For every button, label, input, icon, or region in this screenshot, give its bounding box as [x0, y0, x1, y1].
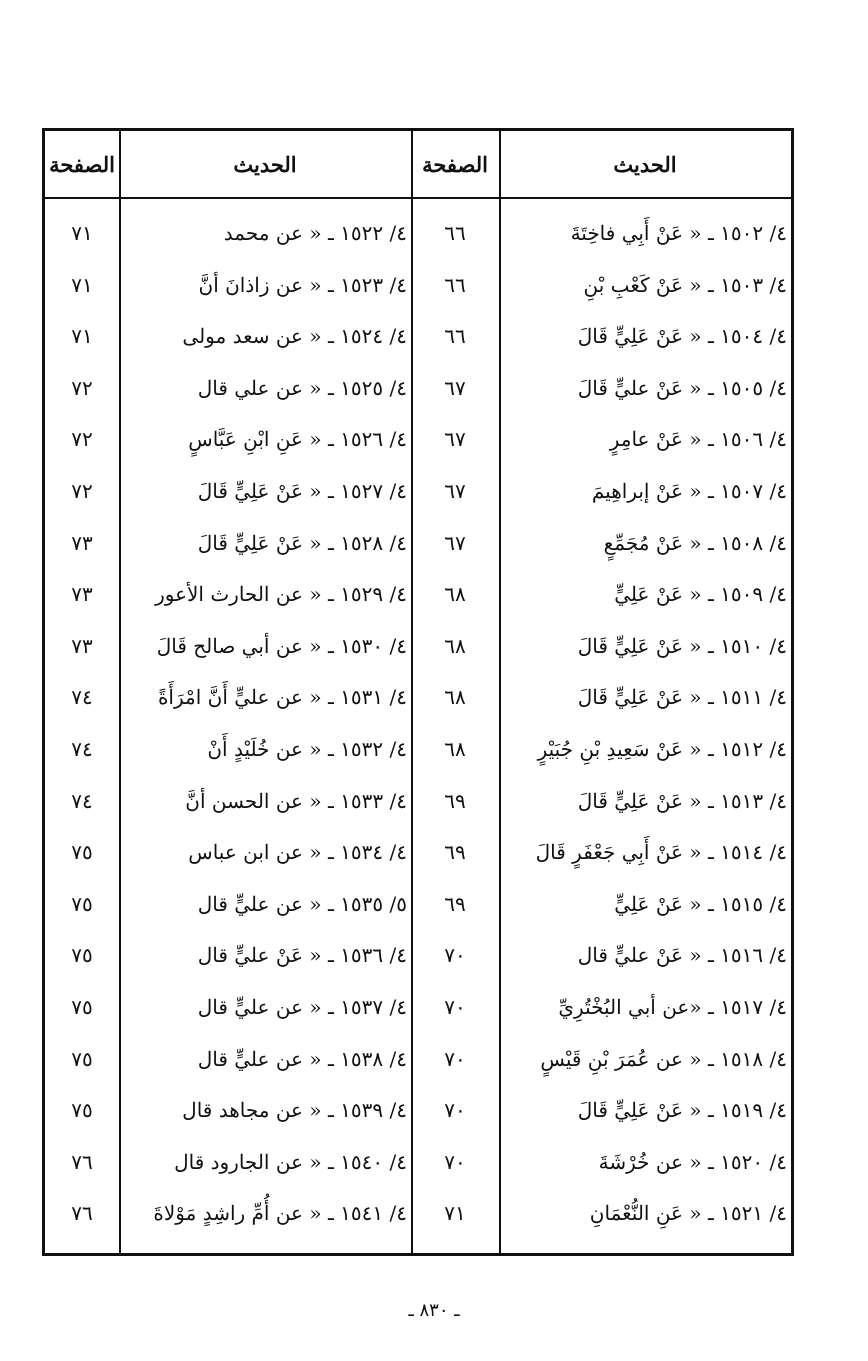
left-hadith-entry: ٤/ ١٥٢٩ ـ « عن الحارث الأعور: [155, 582, 407, 607]
right-hadith-entry: ٤/ ١٥١٤ ـ « عَنْ أَبِي جَعْفَرٍ قَالَ: [535, 840, 787, 865]
right-page-number: ٦٧: [444, 479, 466, 503]
header-right-hadith: الحديث: [613, 151, 677, 177]
left-hadith-entry: ٤/ ١٥٣٢ ـ « عن خُلَيْدٍ أَنْ: [207, 737, 407, 761]
left-hadith-entry: ٥/ ١٥٣٥ ـ « عن عليٍّ قال: [197, 891, 407, 916]
left-page-number: ٧١: [71, 324, 93, 349]
left-hadith-entry: ٤/ ١٥٣٧ ـ « عن عليٍّ قال: [197, 995, 407, 1019]
left-page-number: ٧٥: [71, 943, 93, 968]
right-hadith-entry: ٤/ ١٥١٧ ـ «عن أبي البُخْتُرِيِّ: [558, 995, 787, 1019]
right-page-number: ٦٩: [444, 840, 466, 865]
left-page-number: ٧١: [71, 221, 93, 245]
left-page-number: ٧٣: [71, 633, 93, 658]
right-page-number: ٦٨: [444, 582, 466, 607]
hadith-index-table: [42, 128, 794, 1256]
left-hadith-entry: ٤/ ١٥٤٠ ـ « عن الجارود قال: [174, 1149, 407, 1174]
left-hadith-entry: ٤/ ١٥٢٣ ـ « عن زاذانَ أنَّ: [198, 272, 407, 297]
right-page-number: ٦٨: [444, 685, 466, 710]
right-hadith-entry: ٤/ ١٥١٢ ـ « عَنْ سَعِيدِ بْنِ جُبَيْرٍ: [537, 737, 787, 761]
left-hadith-entry: ٤/ ١٥٣٤ ـ « عن ابن عباس: [188, 840, 407, 865]
right-hadith-entry: ٤/ ١٥٢١ ـ « عَنِ النُّعْمَانِ: [589, 1201, 787, 1226]
left-hadith-entry: ٤/ ١٥٢٨ ـ « عَنْ عَلِيٍّ قَالَ: [197, 530, 407, 555]
left-hadith-entry: ٤/ ١٥٣٩ ـ « عن مجاهد قال: [182, 1098, 407, 1123]
header-left-hadith: الحديث: [233, 151, 297, 177]
header-left-page: الصفحة: [49, 151, 115, 177]
right-page-number: ٦٧: [444, 530, 466, 555]
right-hadith-entry: ٤/ ١٥١٣ ـ « عَنْ عَلِيٍّ قَالَ: [577, 788, 787, 813]
right-hadith-entry: ٤/ ١٥١٥ ـ « عَنْ عَلِيٍّ: [614, 891, 787, 916]
right-page-number: ٦٩: [444, 891, 466, 916]
right-page-number: ٦٨: [444, 633, 466, 658]
left-page-number: ٧٦: [71, 1201, 93, 1226]
right-hadith-entry: ٤/ ١٥١٠ ـ « عَنْ عَلِيٍّ قَالَ: [577, 633, 787, 658]
left-hadith-entry: ٤/ ١٥٣٣ ـ « عن الحسن أنَّ: [185, 788, 407, 813]
left-hadith-entry: ٤/ ١٥٣٠ ـ « عن أبي صالح قَالَ: [156, 633, 407, 658]
right-hadith-entry: ٤/ ١٥٠٢ ـ « عَنْ أَبِي فاخِتَةَ: [570, 221, 787, 245]
left-hadith-entry: ٤/ ١٥٢٧ ـ « عَنْ عَلِيٍّ قَالَ: [197, 479, 407, 503]
right-hadith-entry: ٤/ ١٥٠٩ ـ « عَنْ عَلِيٍّ: [614, 582, 787, 607]
right-hadith-entry: ٤/ ١٥٠٨ ـ « عَنْ مُجَمِّعٍ: [603, 530, 787, 555]
right-hadith-entry: ٤/ ١٥١٩ ـ « عَنْ عَلِيٍّ قَالَ: [577, 1098, 787, 1123]
header-right-page: الصفحة: [422, 151, 488, 177]
right-hadith-entry: ٤/ ١٥٠٥ ـ « عَنْ عليٍّ قَالَ: [577, 375, 787, 400]
right-page-number: ٧٠: [444, 1098, 466, 1123]
left-page-number: ٧١: [71, 272, 93, 297]
left-page-number: ٧٣: [71, 530, 93, 555]
left-page-number: ٧٦: [71, 1149, 93, 1174]
right-hadith-entry: ٤/ ١٥٠٣ ـ « عَنْ كَعْبِ بْنِ: [583, 272, 787, 297]
left-page-number: ٧٥: [71, 840, 93, 865]
left-hadith-entry: ٤/ ١٥٤١ ـ « عن أُمِّ راشِدٍ مَوْلاةَ: [153, 1201, 407, 1226]
right-hadith-entry: ٤/ ١٥٠٤ ـ « عَنْ عَلِيٍّ قَالَ: [577, 324, 787, 349]
right-hadith-entry: ٤/ ١٥٠٦ ـ « عَنْ عامِرٍ: [609, 427, 787, 452]
left-page-number: ٧٥: [71, 1098, 93, 1123]
left-page-number: ٧٤: [71, 685, 93, 710]
left-hadith-entry: ٤/ ١٥٢٤ ـ « عن سعد مولى: [182, 324, 407, 349]
right-page-number: ٦٦: [444, 324, 466, 349]
right-page-number: ٧٠: [444, 1046, 466, 1071]
right-hadith-entry: ٤/ ١٥١١ ـ « عَنْ عَلِيٍّ قَالَ: [577, 685, 787, 710]
right-page-number: ٦٩: [444, 788, 466, 813]
right-page-number: ٦٦: [444, 272, 466, 297]
column-divider: [119, 131, 121, 1253]
right-hadith-entry: ٤/ ١٥١٨ ـ « عن عُمَرَ بْنِ قَيْسٍ: [540, 1046, 787, 1071]
page-number: ـ ٨٣٠ ـ: [408, 1300, 460, 1321]
right-page-number: ٧٠: [444, 1149, 466, 1174]
right-page-number: ٦٨: [444, 737, 466, 761]
left-page-number: ٧٥: [71, 1046, 93, 1071]
left-page-number: ٧٤: [71, 737, 93, 761]
right-hadith-entry: ٤/ ١٥١٦ ـ « عَنْ عليٍّ قال: [577, 943, 787, 968]
left-hadith-entry: ٤/ ١٥٢٢ ـ « عن محمد: [223, 221, 407, 245]
right-page-number: ٦٧: [444, 375, 466, 400]
right-page-number: ٦٧: [444, 427, 466, 452]
left-page-number: ٧٢: [71, 427, 93, 452]
left-hadith-entry: ٤/ ١٥٢٦ ـ « عَنِ ابْنِ عَبَّاسٍ: [188, 427, 407, 452]
left-hadith-entry: ٤/ ١٥٢٥ ـ « عن علي قال: [197, 375, 407, 400]
left-page-number: ٧٥: [71, 995, 93, 1019]
right-page-number: ٦٦: [444, 221, 466, 245]
left-hadith-entry: ٤/ ١٥٣١ ـ « عن عليٍّ أَنَّ امْرَأَةً: [157, 685, 407, 710]
right-page-number: ٧١: [444, 1201, 466, 1226]
right-hadith-entry: ٤/ ١٥٠٧ ـ « عَنْ إبراهِيمَ: [591, 479, 787, 503]
right-hadith-entry: ٤/ ١٥٢٠ ـ « عن خُرْشَةَ: [598, 1149, 787, 1174]
left-page-number: ٧٥: [71, 891, 93, 916]
right-page-number: ٧٠: [444, 995, 466, 1019]
left-page-number: ٧٢: [71, 375, 93, 400]
column-divider: [499, 131, 501, 1253]
left-hadith-entry: ٤/ ١٥٣٨ ـ « عن عليٍّ قال: [197, 1046, 407, 1071]
left-hadith-entry: ٤/ ١٥٣٦ ـ « عَنْ عليٍّ قال: [197, 943, 407, 968]
left-page-number: ٧٣: [71, 582, 93, 607]
right-page-number: ٧٠: [444, 943, 466, 968]
left-page-number: ٧٤: [71, 788, 93, 813]
header-divider: [45, 197, 791, 199]
left-page-number: ٧٢: [71, 479, 93, 503]
